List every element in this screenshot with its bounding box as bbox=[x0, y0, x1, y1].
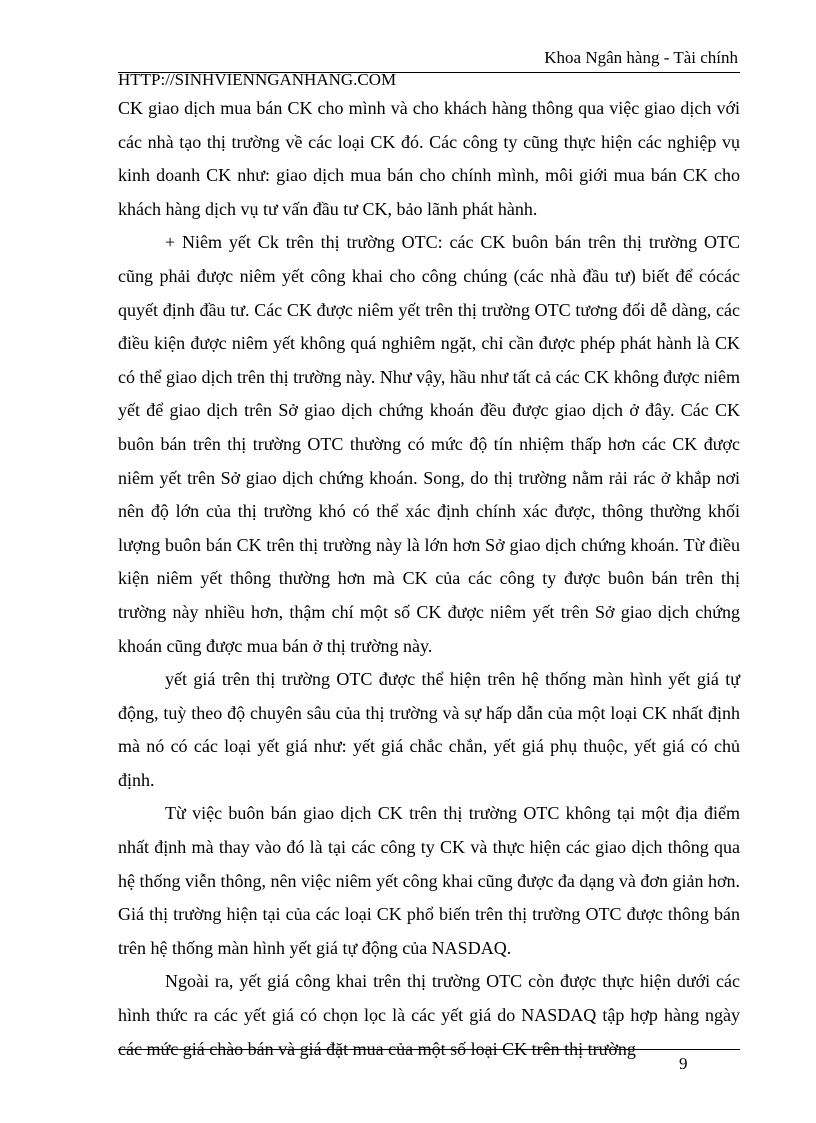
document-body bbox=[118, 92, 740, 1066]
paragraph-3: yết giá trên thị trường OTC được thể hiện trên hệ thống màn hình yết giá tự động, tuỳ theo độ chuyên sâu của thị trường và sự hấp dẫn của một loại CK nhất định mà nó có các loại yết giá như: yết giá chắc chắn, yết giá phụ thuộc, yết giá có chủ định. bbox=[118, 669, 740, 790]
paragraph-2: + Niêm yết Ck trên thị trường OTC: các CK buôn bán trên thị trường OTC cũng phải được niêm yết công khai cho công chúng (các nhà đầu tư) biết để cócác quyết định đầu tư. Các CK được niêm yết trên thị trường OTC tương đối dễ dàng, các điều kiện được niêm yết không quá nghiêm ngặt, chỉ cần được phép phát hành là CK có thể giao dịch trên thị trường này. Như vậy, hầu như tất cả các CK không được niêm yết để giao dịch trên Sở giao dịch chứng khoán đều được giao dịch ở đây. Các CK buôn bán trên thị trường OTC thường có mức độ tín nhiệm thấp hơn các CK được niêm yết trên Sở giao dịch chứng khoán. Song, do thị trường nằm rải rác ở khắp nơi nên độ lớn của thị trường khó có thể xác định chính xác được, thông thường khối lượng buôn bán CK trên thị trường này là lớn hơn Sở giao dịch chứng khoán. Từ điều kiện niêm yết thông thường hơn mà CK của các công ty được buôn bán trên thị trường này nhiều hơn, thậm chí một số CK được niêm yết trên Sở giao dịch chứng khoán cũng được mua bán ở thị trường này. bbox=[118, 232, 740, 656]
paragraph-1: CK giao dịch mua bán CK cho mình và cho khách hàng thông qua việc giao dịch với các nhà tạo thị trường về các loại CK đó. Các công ty cũng thực hiện các nghiệp vụ kinh doanh CK như: giao dịch mua bán cho chính mình, môi giới mua bán CK cho khách hàng dịch vụ tư vấn đầu tư CK, bảo lãnh phát hành. bbox=[118, 98, 740, 219]
page-number: 9 bbox=[679, 1054, 688, 1073]
paragraph-4: Từ việc buôn bán giao dịch CK trên thị trường OTC không tại một địa điểm nhất định mà thay vào đó là tại các công ty CK và thực hiện các giao dịch thông qua hệ thống viễn thông, nên việc niêm yết công khai cũng được đa dạng và đơn giản hơn. Giá thị trường hiện tại của các loại CK phổ biến trên thị trường OTC được thông bán trên hệ thống màn hình yết giá tự động của NASDAQ. bbox=[118, 803, 740, 958]
paragraph-5: Ngoài ra, yết giá công khai trên thị trường OTC còn được thực hiện dưới các hình thức ra các yết giá có chọn lọc là các yết giá do NASDAQ tập hợp hàng ngày các mức giá chào bán và giá đặt mua của một số loại CK trên thị trường bbox=[118, 971, 740, 1059]
header-department: Khoa Ngân hàng - Tài chính bbox=[544, 48, 738, 67]
footer-divider bbox=[118, 1049, 740, 1050]
website-url: HTTP://SINHVIENNGANHANG.COM bbox=[118, 70, 397, 89]
